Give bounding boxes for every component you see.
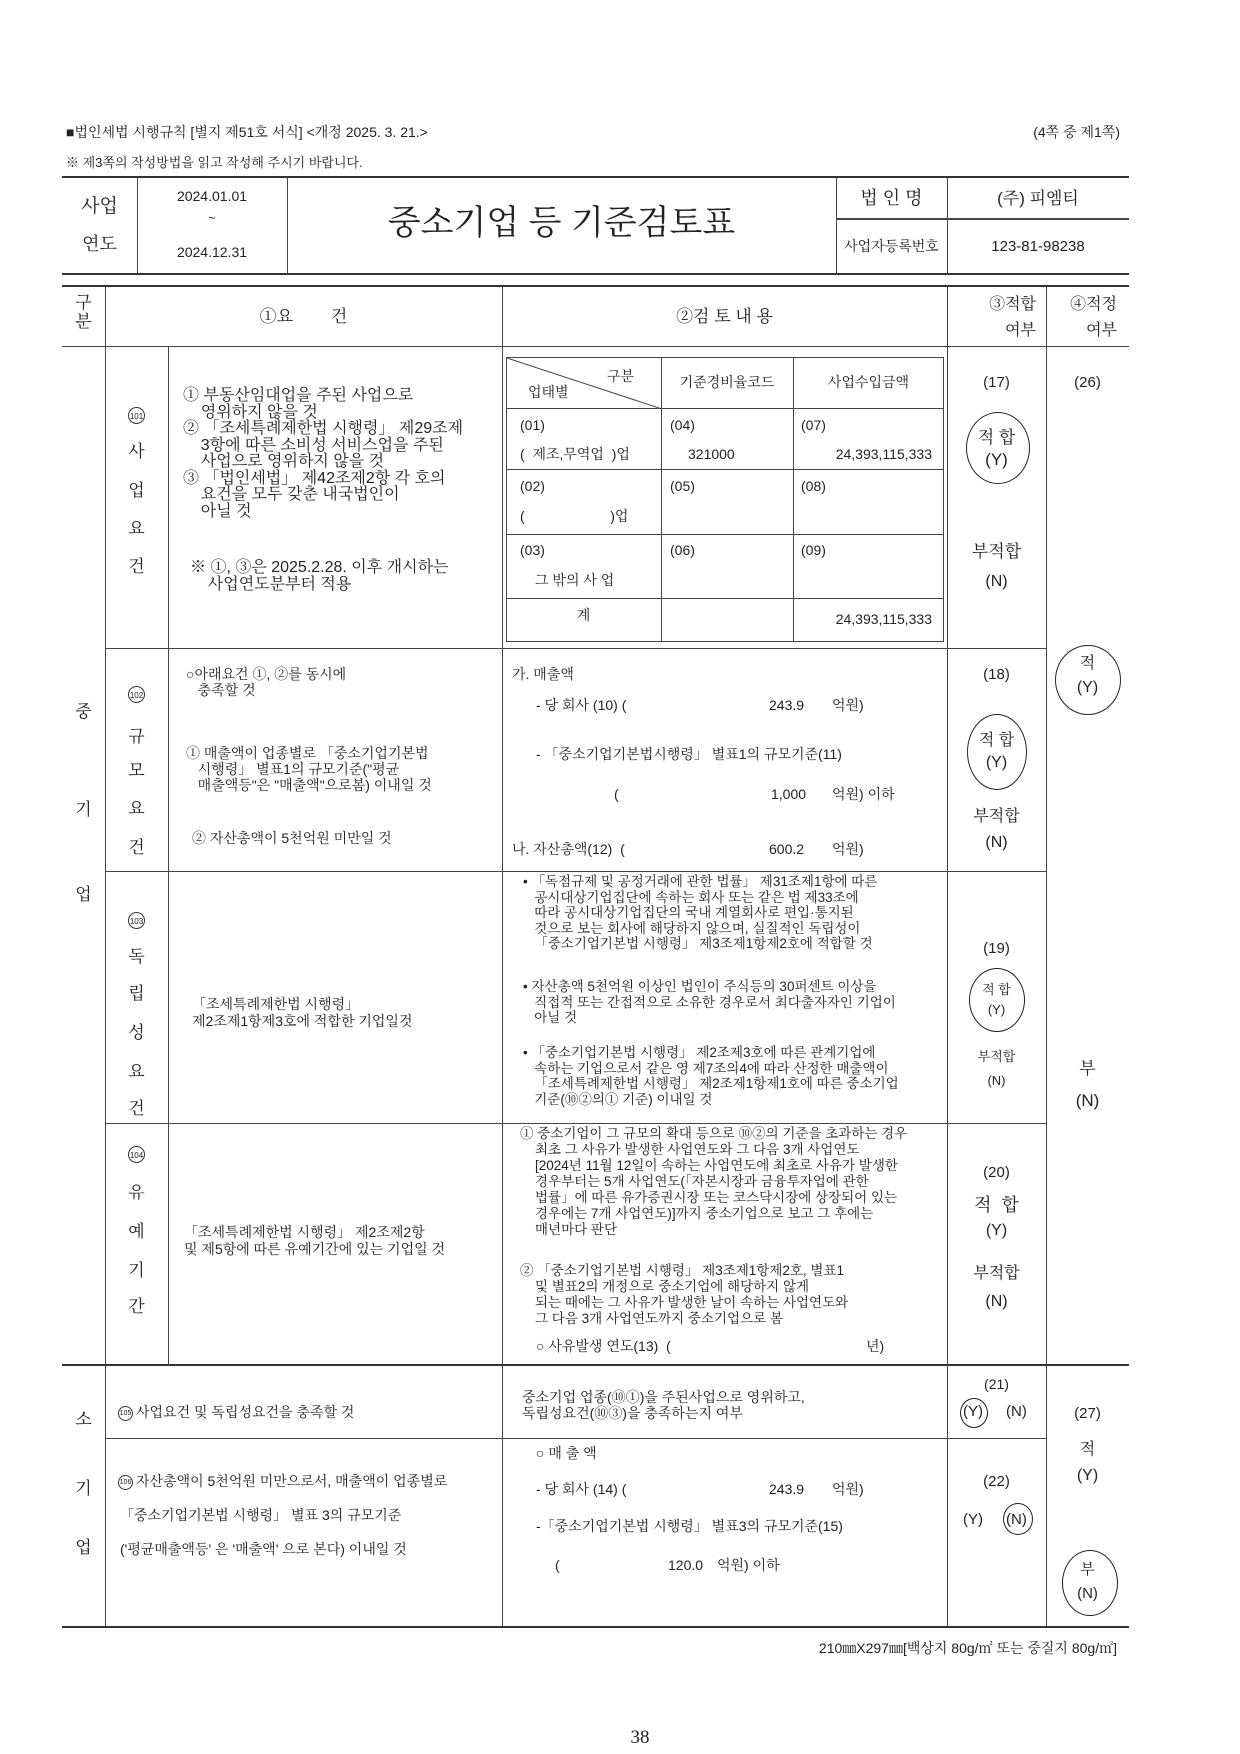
year-label: ○ 사유발생 연도(13) (: [536, 1338, 671, 1354]
row-label-char: 예: [128, 1222, 145, 1241]
corp-name: (주) 피엠티: [997, 189, 1079, 208]
date-separator: ~: [208, 211, 216, 225]
own-sales-label: - 당 회사 (10) (: [536, 697, 627, 713]
section-label: 업: [75, 885, 92, 904]
fit-number: (19): [983, 940, 1010, 957]
item-number: 106: [118, 1475, 133, 1490]
expense-code: 321000: [688, 446, 735, 462]
divider: [105, 1123, 1046, 1124]
unit-label: 억원) 이하: [717, 1557, 780, 1573]
requirement-text: ① 매출액이 업종별로 「중소기업기본법 시행령」 별표1의 규모기준("평균 매출액등"은 "매출액"으로봄) 이내일 것: [186, 745, 432, 793]
code-no: (06): [670, 542, 695, 558]
date-to: 2024.12.31: [176, 244, 248, 260]
fit-yes[interactable]: 적 합: [974, 1195, 1019, 1215]
year-label: 사업: [81, 196, 118, 217]
biz-no: 123-81-98238: [991, 238, 1085, 255]
fit-y[interactable]: (Y): [963, 1511, 983, 1528]
fit-number: (21): [984, 1376, 1009, 1392]
page-number: 38: [630, 1727, 650, 1748]
row-label-char: 독: [128, 947, 145, 966]
row-label-char: 요: [128, 519, 145, 538]
review-item: ① 중소기업이 그 규모의 확대 등으로 ⑩②의 기준을 초과하는 경우 최초 그 사유가 발생한 사업연도와 그 다음 3개 사업연도 [2024년 11월 12일이 속하는 사업연도에 최초로 사유가 발생한 경우부터는 5개 사업연도(「자본시장과 금융투자업에 관한 법률」에 따른 유가증권시장 또는 코스닥시장에 상장되어 있는 경우에는 7개 사업연도)]까지 중소기업으로 보고 그 후에는 매년마다 판단: [520, 1126, 908, 1237]
inner-header-gubun: 구분: [607, 368, 635, 384]
row-no: (03): [520, 542, 545, 558]
total-label: 계: [576, 607, 591, 623]
requirement-line: ('평균매출액등' 은 '매출액' 으로 본다) 이내일 것: [120, 1541, 407, 1557]
divider: [502, 286, 503, 1627]
fit-yes[interactable]: 적 합 (Y): [978, 732, 1015, 772]
item-number: 101: [128, 407, 145, 424]
business-type: ( )업: [520, 508, 629, 524]
section-label: 중: [75, 702, 92, 721]
row-label-char: 규: [128, 727, 145, 746]
divider: [168, 346, 169, 1365]
paren: (: [555, 1557, 560, 1573]
divider: [836, 218, 1129, 220]
divider: [62, 273, 1129, 275]
divider: [62, 285, 1129, 287]
divider: [506, 598, 944, 599]
row-label-char: 사: [128, 442, 145, 461]
fit-no-label[interactable]: 부적합: [977, 1049, 1016, 1064]
row-label-char: 건: [128, 557, 145, 576]
proper-no[interactable]: 부 (N): [1075, 1059, 1100, 1111]
requirement-line: 자산총액이 5천억원 미만으로서, 매출액이 업종별로: [136, 1473, 448, 1489]
row-label-char: 건: [128, 1099, 145, 1118]
code-no: (05): [670, 478, 695, 494]
fit-number: (17): [983, 374, 1010, 391]
row-label-char: 업: [128, 481, 145, 500]
header-requirement: ①요 건: [259, 307, 348, 326]
divider: [506, 408, 944, 409]
row-label-char: 간: [128, 1297, 145, 1316]
review-heading: 가. 매출액: [512, 666, 574, 682]
requirement-text: 「조세특례제한법 시행령」 제2조제2항 및 제5항에 따른 유예기간에 있는 기업일 것: [184, 1224, 446, 1257]
divider: [62, 1364, 1129, 1366]
business-type: ( 제조,무역업 )업: [520, 446, 630, 462]
asset-label: 나. 자산총액(12) (: [512, 841, 625, 857]
requirement-line: 「중소기업기본법 시행령」 별표 3의 규모기준: [120, 1507, 402, 1523]
own-sales-value: 243.9: [769, 697, 805, 713]
fit-n[interactable]: (N): [985, 573, 1008, 590]
year-label: 연도: [82, 234, 117, 254]
total-amount: 24,393,115,333: [835, 611, 932, 627]
proper-number: (27): [1074, 1405, 1101, 1422]
requirement-intro: ○아래요건 ①, ②를 동시에 충족할 것: [186, 666, 347, 698]
divider: [506, 534, 944, 535]
date-from: 2024.01.01: [176, 188, 248, 204]
section-label: 소: [75, 1410, 92, 1429]
item-number: 104: [128, 1146, 145, 1163]
row-label-char: 건: [128, 838, 145, 857]
standard-label: -「중소기업기본법 시행령」 별표3의 규모기준(15): [536, 1518, 843, 1534]
fit-number: (20): [983, 1164, 1010, 1181]
review-text: 중소기업 업종(⑩①)을 주된사업으로 영위하고, 독립성요건(⑩③)을 충족하는지 여부: [522, 1389, 805, 1421]
fit-n[interactable]: (N): [1006, 1403, 1027, 1420]
amount-no: (09): [801, 542, 826, 558]
row-no: (02): [520, 478, 545, 494]
fit-number: (18): [983, 666, 1010, 683]
requirement-text: [118, 1473, 447, 1490]
review-item: ② 「중소기업기본법 시행령」 제3조제1항제2호, 별표1 및 별표2의 개정으로 중소기업에 해당하지 않게 되는 때에는 그 사유가 발생한 날이 속하는 사업연도와 그 다음 3개 사업연도까지 중소기업으로 봄: [520, 1263, 849, 1326]
item-number: 105: [118, 1406, 133, 1421]
page-info: (4쪽 중 제1쪽): [1033, 124, 1120, 140]
divider: [793, 357, 794, 642]
fit-y[interactable]: (Y): [985, 1222, 1008, 1239]
revenue-amount: 24,393,115,333: [835, 446, 932, 462]
row-label-char: 립: [128, 984, 145, 1003]
item-number: 102: [128, 686, 145, 703]
item-number: 103: [128, 912, 145, 929]
requirement-note: ※ ①, ③은 2025.2.28. 이후 개시하는 사업연도분부터 적용: [190, 559, 449, 593]
inner-header-type: 업태별: [528, 384, 569, 400]
standard-value: 120.0: [668, 1557, 704, 1573]
requirement-label: 사업요건 및 독립성요건을 충족할 것: [136, 1404, 355, 1420]
code-no: (04): [670, 417, 695, 433]
divider: [105, 871, 1046, 872]
row-no: (01): [520, 417, 545, 433]
paper-spec: 210㎜X297㎜[백상지 80g/㎡ 또는 중질지 80g/㎡]: [818, 1640, 1117, 1656]
inner-header-amount: 사업수입금액: [827, 374, 910, 390]
divider: [1046, 286, 1047, 1627]
form-reference: ■법인세법 시행규칙 [별지 제51호 서식] <개정 2025. 3. 21.>: [66, 124, 428, 140]
corp-name-label: 법 인 명: [860, 188, 923, 208]
proper-number: (26): [1074, 374, 1101, 391]
requirement-text: [118, 1404, 354, 1421]
requirement-text: 「조세특례제한법 시행령」 제2조제1항제3호에 적합한 기업일것: [192, 996, 413, 1029]
fit-n[interactable]: (N): [985, 1293, 1008, 1310]
divider: [661, 357, 662, 642]
page-title: 중소기업 등 기준검토표: [387, 204, 736, 242]
row-label-char: 모: [128, 761, 145, 780]
row-label-char: 유: [128, 1183, 145, 1202]
row-label-char: 요: [128, 799, 145, 818]
fit-no-label[interactable]: 부적합: [971, 542, 1022, 561]
year-unit: 년): [866, 1338, 885, 1354]
requirement-text: ① 부동산임대업을 주된 사업으로 영위하지 않을 것 ② 「조세특례제한법 시행령」 제29조제 3항에 따른 소비성 서비스업을 주된 사업으로 영위하지 않을 것 ③ 「법인세법」 제42조제2항 각 호의 요건을 모두 갖춘 내국법인이 아닐 것: [183, 387, 464, 520]
row-label-char: 기: [128, 1261, 145, 1280]
biz-no-label: 사업자등록번호: [844, 238, 939, 254]
row-label-char: 성: [128, 1023, 145, 1042]
standard-value: 1,000: [771, 786, 807, 802]
proper-yes[interactable]: 적 (Y): [1076, 655, 1099, 696]
sales-heading: ○ 매 출 액: [536, 1445, 597, 1461]
header-gubun: 구 분: [75, 293, 92, 331]
standard-label: - 「중소기업기본법시행령」 별표1의 규모기준(11): [536, 746, 842, 762]
fit-yes[interactable]: 적 합 (Y): [982, 982, 1011, 1017]
fit-y[interactable]: (Y): [963, 1403, 983, 1420]
amount-no: (08): [801, 478, 826, 494]
own-sales-label: - 당 회사 (14) (: [536, 1481, 627, 1497]
section-label: 기: [75, 1479, 92, 1498]
unit-label: 억원): [832, 841, 864, 857]
section-label: 업: [75, 1538, 92, 1557]
proper-yes[interactable]: 적 (Y): [1076, 1441, 1099, 1484]
divider: [62, 346, 1129, 347]
review-bullet: • 「중소기업기본법 시행령」 제2조제3호에 따른 관계기업에 속하는 기업으로서 같은 영 제7조의4에 따라 산정한 매출액이 「조세특례제한법 시행령」 제2조제1항제1호에 따른 중소기업 기준(⑩②의① 기준) 이내일 것: [523, 1045, 899, 1107]
header-proper: ④적정 여부: [1070, 296, 1117, 339]
proper-no[interactable]: 부 (N): [1077, 1561, 1098, 1602]
own-sales-value: 243.9: [769, 1481, 805, 1497]
row-label-char: 요: [128, 1062, 145, 1081]
fit-no-label[interactable]: 부적합: [973, 808, 1020, 825]
divider: [62, 1626, 1129, 1628]
divider: [105, 1438, 1046, 1439]
section-label: 기: [75, 800, 92, 819]
fit-no-label[interactable]: 부적합: [973, 1265, 1020, 1282]
fit-n[interactable]: (N): [1006, 1511, 1027, 1528]
inner-header-code: 기준경비율코드: [679, 374, 775, 390]
header-review: ②검 토 내 용: [676, 307, 773, 326]
paren: (: [614, 786, 619, 802]
divider: [62, 176, 1129, 178]
review-bullet: • 「독점규제 및 공정거래에 관한 법률」 제31조제1항에 따른 공시대상기업집단에 속하는 회사 또는 같은 법 제33조에 따라 공시대상기업집단의 국내 계열회사로 편입·통지된 것으로 보는 회사에 해당하지 않으며, 실질적인 독립성이 「중소기업기본법 시행령」 제3조제1항제2호에 적합할 것: [523, 874, 878, 951]
business-type: 그 밖의 사 업: [535, 572, 615, 588]
unit-label: 억원) 이하: [832, 786, 895, 802]
instruction-note: ※ 제3쪽의 작성방법을 읽고 작성해 주시기 바랍니다.: [66, 155, 363, 170]
fit-yes[interactable]: 적 합 (Y): [977, 428, 1016, 470]
divider: [506, 469, 944, 470]
unit-label: 억원): [832, 697, 864, 713]
fit-n[interactable]: (N): [987, 1073, 1006, 1088]
unit-label: 억원): [832, 1481, 864, 1497]
header-fit: ③적합 여부: [989, 296, 1036, 339]
fit-number: (22): [983, 1473, 1010, 1490]
asset-value: 600.2: [769, 841, 805, 857]
fit-n[interactable]: (N): [985, 834, 1008, 851]
business-type-table: [506, 357, 944, 642]
requirement-text: ② 자산총액이 5천억원 미만일 것: [192, 830, 392, 846]
review-bullet: • 자산총액 5천억원 이상인 법인이 주식등의 30퍼센트 이상을 직접적 또는 간접적으로 소유한 경우로서 최다출자자인 기업이 아닐 것: [523, 979, 896, 1025]
amount-no: (07): [801, 417, 826, 433]
divider: [105, 648, 1046, 649]
